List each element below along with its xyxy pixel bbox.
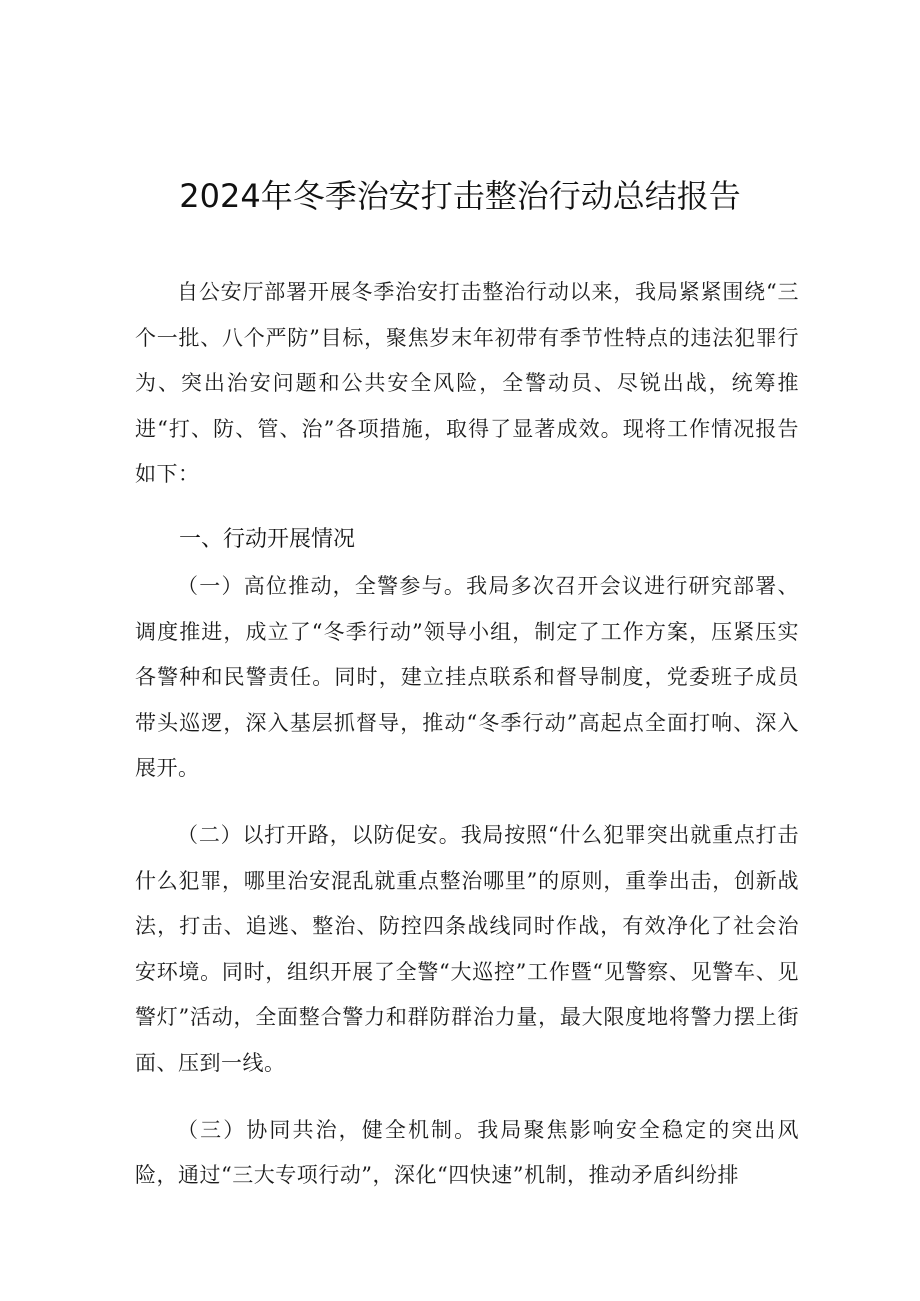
subsection-paragraph-3: （三）协同共治，健全机制。我局聚焦影响安全稳定的突出风险，通过“三大专项行动”，深化“四快速”机制，推动矛盾纠纷排 [135,1117,799,1188]
document-title: 2024年冬季治安打击整治行动总结报告 [179,177,741,215]
subsection-paragraph-1: （一）高位推动，全警参与。我局多次召开会议进行研究部署、调度推进，成立了“冬季行动”领导小组，制定了工作方案，压紧压实各警种和民警责任。同时，建立挂点联系和督导制度，党委班子成员带头巡逻，深入基层抓督导，推动“冬季行动”高起点全面打响、深入展开。 [135,573,799,781]
intro-paragraph: 自公安厅部署开展冬季治安打击整治行动以来，我局紧紧围绕“三个一批、八个严防”目标，聚焦岁末年初带有季节性特点的违法犯罪行为、突出治安问题和公共安全风险，全警动员、尽锐出战，统筹推进“打、防、管、治”各项措施，取得了显著成效。现将工作情况报告如下： [135,280,799,487]
section-heading: 一、行动开展情况 [179,526,356,552]
subsection-paragraph-2: （二）以打开路，以防促安。我局按照“什么犯罪突出就重点打击什么犯罪，哪里治安混乱就重点整治哪里”的原则，重拳出击，创新战法，打击、追逃、整治、防控四条战线同时作战，有效净化了社会治安环境。同时，组织开展了全警“大巡控”工作暨“见警察、见警车、见警灯”活动，全面整合警力和群防群治力量，最大限度地将警力摆上街面、压到一线。 [135,822,799,1075]
document-body [135,270,799,1199]
